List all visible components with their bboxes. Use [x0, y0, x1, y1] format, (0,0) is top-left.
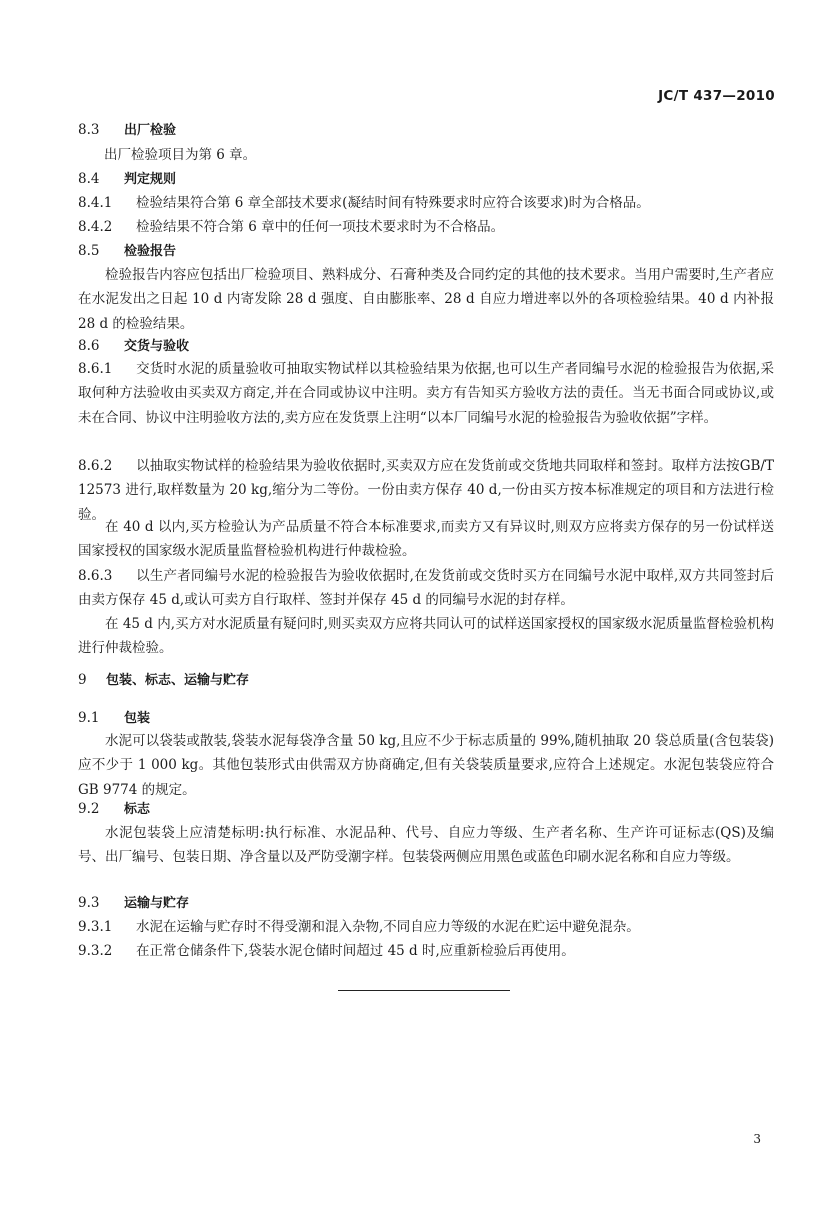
clause-text: 检验结果符合第 6 章全部技术要求(凝结时间有特殊要求时应符合该要求)时为合格品。 [136, 195, 650, 211]
heading-8-6 [78, 336, 778, 357]
section-number: 8.4 [78, 171, 100, 187]
clause-number: 9.3.1 [78, 919, 113, 935]
section-number: 9.3 [78, 895, 100, 911]
section-title: 检验报告 [124, 244, 177, 259]
clause-number: 8.6.2 [78, 458, 113, 474]
section-title: 运输与贮存 [124, 896, 190, 911]
heading-9-1 [78, 708, 778, 729]
paragraph-9-2: 水泥包装袋上应清楚标明:执行标准、水泥品种、代号、自应力等级、生产者名称、生产许可证标志(QS)及编号、出厂编号、包装日期、净含量以及严防受潮字样。包装袋两侧应用黑色或蓝色印刷水泥名称和自应力等级。 [78, 825, 774, 866]
clause-number: 9.3.2 [78, 943, 113, 959]
paragraph-8-5: 检验报告内容应包括出厂检验项目、熟料成分、石膏种类及合同约定的其他的技术要求。当用户需要时,生产者应在水泥发出之日起 10 d 内寄发除 28 d 强度、自由膨胀率、28 d 自应力增进率以外的各项检验结果。40 d 内补报 28 d 的检验结果。 [78, 267, 774, 332]
heading-8-3 [78, 120, 778, 141]
clause-number: 8.4.2 [78, 219, 113, 235]
paragraph-8-6-2-continued: 在 40 d 以内,买方检验认为产品质量不符合本标准要求,而卖方又有异议时,则双方应将卖方保存的另一份试样送国家授权的国家级水泥质量监督检验机构进行仲裁检验。 [78, 519, 774, 560]
chapter-title: 包装、标志、运输与贮存 [106, 673, 250, 688]
clause-number: 8.4.1 [78, 195, 113, 211]
clause-text: 交货时水泥的质量验收可抽取实物试样以其检验结果为依据,也可以生产者同编号水泥的检验报告为依据,采取何种方法验收由买卖双方商定,并在合同或协议中注明。卖方有告知买方验收方法的责任。当无书面合同或协议,或未在合同、协议中注明验收方法的,卖方应在发货票上注明“以本厂同编号水泥的检验报告为验收依据”字样。 [78, 361, 774, 426]
clause-text: 以生产者同编号水泥的检验报告为验收依据时,在发货前或交货时买方在同编号水泥中取样,双方共同签封后由卖方保存 45 d,或认可卖方自行取样、签封并保存 45 d 的同编号水泥的封存样。 [78, 568, 774, 609]
end-of-document-rule [338, 990, 510, 991]
section-title: 包装 [124, 711, 151, 726]
standard-code: JC/T 437—2010 [658, 88, 775, 104]
clause-8-4-2 [78, 217, 778, 237]
section-number: 8.5 [78, 243, 100, 259]
section-title: 标志 [124, 802, 151, 817]
heading-9 [78, 670, 778, 691]
heading-8-4 [78, 169, 778, 190]
section-number: 8.6 [78, 338, 100, 354]
clause-9-3-1 [78, 917, 778, 937]
clause-8-6-3 [78, 564, 774, 613]
clause-text: 以抽取实物试样的检验结果为验收依据时,买卖双方应在发货前或交货地共同取样和签封。取样方法按GB/T 12573 进行,取样数量为 20 kg,缩分为二等份。一份由卖方保存 40 d,一份由买方按本标准规定的项目和方法进行检验。 [78, 458, 774, 523]
paragraph-8-6-3-continued: 在 45 d 内,买方对水泥质量有疑问时,则买卖双方应将共同认可的试样送国家授权的国家级水泥质量监督检验机构进行仲裁检验。 [78, 616, 774, 657]
clause-text: 在正常仓储条件下,袋装水泥仓储时间超过 45 d 时,应重新检验后再使用。 [136, 943, 575, 959]
heading-9-3 [78, 893, 778, 914]
clause-9-3-2 [78, 941, 778, 961]
heading-9-2 [78, 799, 778, 820]
heading-8-5 [78, 241, 778, 262]
section-number: 8.3 [78, 122, 100, 138]
section-number: 9.1 [78, 710, 100, 726]
clause-8-6-1 [78, 357, 774, 430]
chapter-number: 9 [78, 672, 87, 688]
section-title: 交货与验收 [124, 339, 190, 354]
clause-number: 8.6.1 [78, 361, 113, 377]
section-number: 9.2 [78, 801, 100, 817]
clause-8-4-1 [78, 193, 778, 213]
page-number: 3 [753, 1132, 761, 1146]
clause-text: 检验结果不符合第 6 章中的任何一项技术要求时为不合格品。 [136, 219, 505, 235]
paragraph-9-1: 水泥可以袋装或散装,袋装水泥每袋净含量 50 kg,且应不少于标志质量的 99%,随机抽取 20 袋总质量(含包装袋)应不少于 1 000 kg。其他包装形式由供需双方协商确定,但有关袋装质量要求,应符合上述规定。水泥包装袋应符合 GB 9774 的规定。 [78, 733, 774, 798]
clause-number: 8.6.3 [78, 568, 113, 584]
section-title: 判定规则 [124, 172, 177, 187]
clause-text: 水泥在运输与贮存时不得受潮和混入杂物,不同自应力等级的水泥在贮运中避免混杂。 [136, 919, 640, 935]
paragraph-8-3: 出厂检验项目为第 6 章。 [104, 147, 257, 163]
section-title: 出厂检验 [124, 123, 177, 138]
